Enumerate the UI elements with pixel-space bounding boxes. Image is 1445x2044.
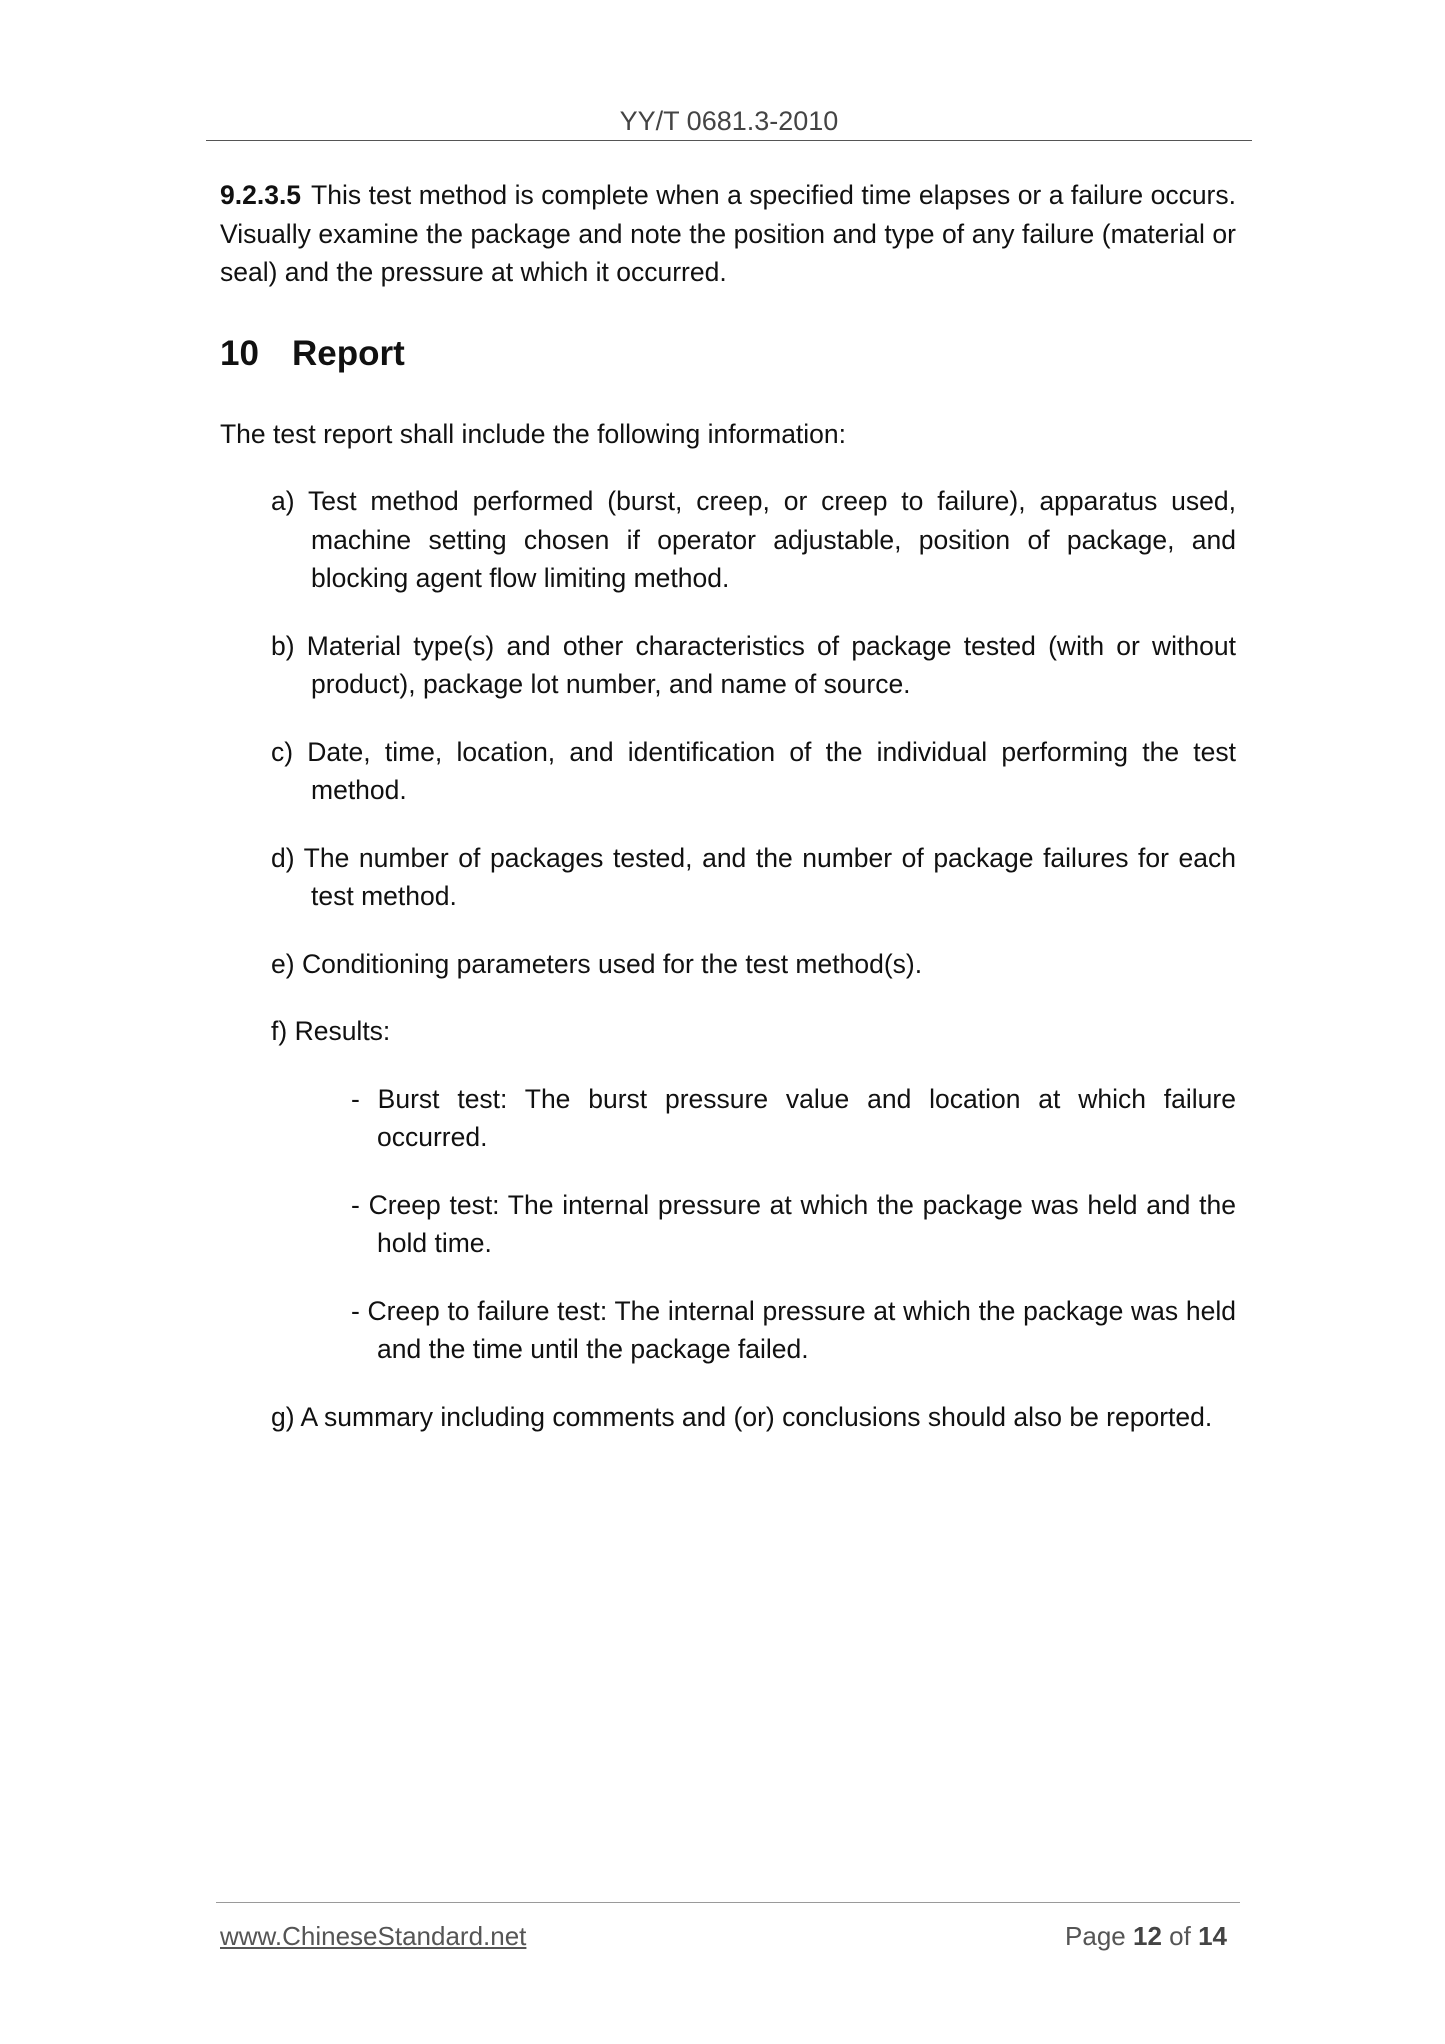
sublist-text: Creep to failure test: The internal pressure at which the package was held and the time until the package failed. bbox=[367, 1295, 1236, 1364]
item-text: Date, time, location, and identification of the individual performing the test method. bbox=[307, 736, 1236, 805]
sublist-text: Burst test: The burst pressure value and location at which failure occurred. bbox=[377, 1083, 1236, 1152]
dash: - bbox=[351, 1189, 360, 1220]
list-item bbox=[271, 733, 1236, 810]
list-item bbox=[271, 627, 1236, 704]
sublist-text: Creep test: The internal pressure at which the package was held and the hold time. bbox=[368, 1189, 1236, 1258]
section-heading bbox=[220, 332, 1236, 376]
item-label: e) bbox=[271, 948, 295, 979]
page-of: of bbox=[1169, 1921, 1191, 1951]
clause-9-2-3-5 bbox=[220, 176, 1236, 292]
item-label: d) bbox=[271, 842, 295, 873]
document-code: YY/T 0681.3-2010 bbox=[619, 106, 839, 136]
section-title: Report bbox=[292, 333, 405, 373]
clause-text: This test method is complete when a specified time elapses or a failure occurs. Visually examine the package and note the position and type of any failure (material or seal) and the pressure at which it occurred. bbox=[220, 180, 1236, 287]
page-prefix: Page bbox=[1065, 1921, 1126, 1951]
item-label: a) bbox=[271, 486, 295, 516]
sublist-item bbox=[311, 1080, 1236, 1157]
sublist-item bbox=[311, 1292, 1236, 1369]
item-text: Conditioning parameters used for the test method(s). bbox=[301, 948, 923, 979]
list-item bbox=[271, 839, 1236, 916]
results-sublist bbox=[311, 1080, 1236, 1369]
item-text: Material type(s) and other characteristics of package tested (with or without product), package lot number, and name of source. bbox=[306, 630, 1236, 699]
page-content bbox=[220, 176, 1236, 1465]
current-page-number: 12 bbox=[1133, 1921, 1162, 1951]
section-number: 10 bbox=[220, 333, 259, 373]
page-indicator bbox=[1065, 1921, 1227, 1952]
item-label: f) bbox=[271, 1016, 288, 1046]
item-label: g) bbox=[271, 1401, 295, 1432]
report-items-list bbox=[271, 482, 1236, 1436]
list-item bbox=[271, 945, 1236, 984]
list-item-results bbox=[271, 1012, 1236, 1369]
item-label: b) bbox=[271, 630, 295, 661]
footer-divider bbox=[216, 1902, 1240, 1903]
sublist-item bbox=[311, 1186, 1236, 1263]
item-text: Results: bbox=[294, 1016, 391, 1046]
item-text: Test method performed (burst, creep, or creep to failure), apparatus used, machine setting chosen if operator adjustable, position of package, and blocking agent flow limiting method. bbox=[307, 486, 1236, 593]
list-item bbox=[271, 1398, 1236, 1437]
dash: - bbox=[351, 1295, 360, 1326]
dash: - bbox=[351, 1083, 360, 1114]
website-link[interactable]: www.ChineseStandard.net bbox=[220, 1921, 527, 1951]
total-page-number: 14 bbox=[1198, 1921, 1227, 1951]
item-label: c) bbox=[271, 736, 294, 767]
item-text: A summary including comments and (or) conclusions should also be reported. bbox=[300, 1401, 1213, 1432]
item-text: The number of packages tested, and the number of package failures for each test method. bbox=[303, 842, 1237, 911]
list-item bbox=[271, 482, 1236, 598]
section-intro: The test report shall include the following information: bbox=[220, 418, 847, 449]
clause-number: 9.2.3.5 bbox=[220, 180, 302, 210]
document-header bbox=[206, 104, 1252, 141]
